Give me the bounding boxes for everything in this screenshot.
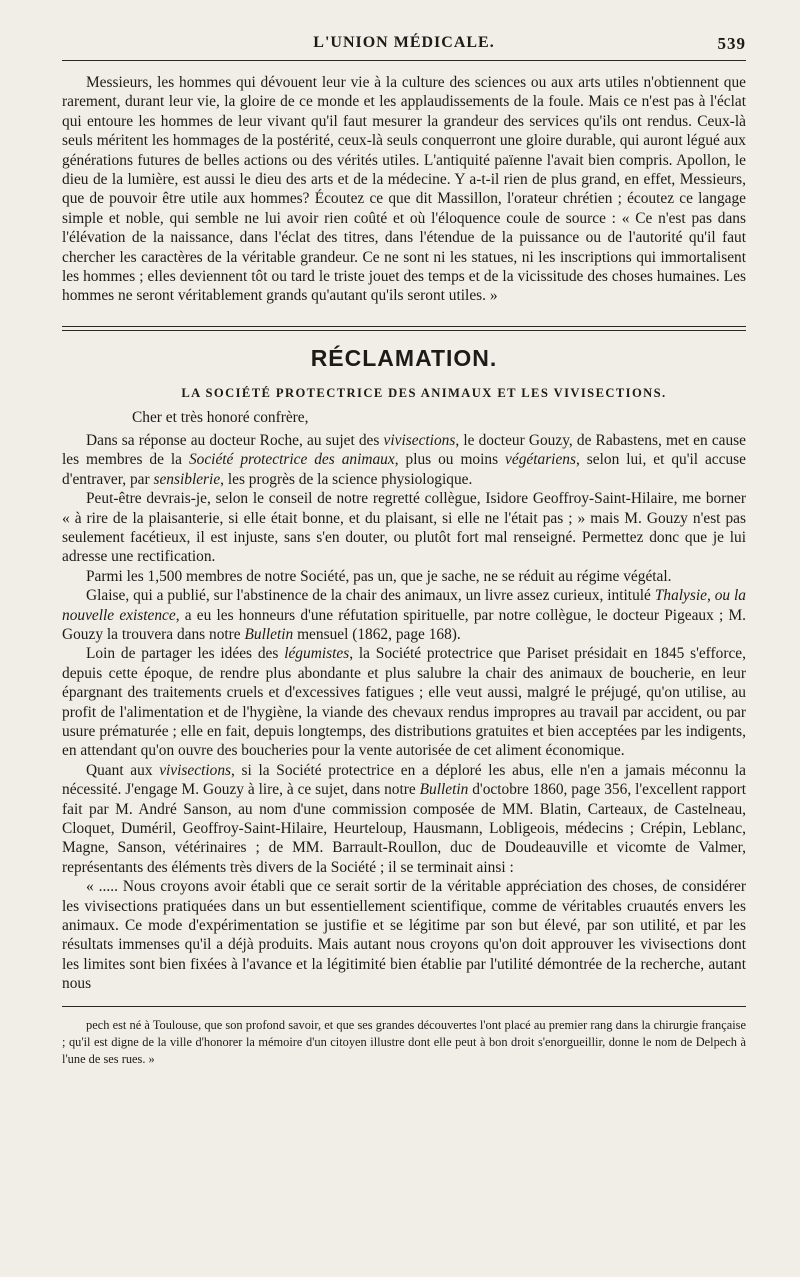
letter-paragraph-2: Peut-être devrais-je, selon le conseil de notre regretté collègue, Isidore Geoffroy-Saint-Hilaire, me borner « à rire de la plaisanterie, si elle était bonne, et du plaisant, si elle ne l'était pas ; » mais M. Gouzy n'est pas seulement facétieux, il est injuste, sans s'en douter, ou plutôt fort mal renseigné. Permettez donc que je lui adresse une rectification. — [62, 490, 746, 566]
letter-paragraph-4: Glaise, qui a publié, sur l'abstinence de la chair des animaux, un livre assez curieux, intitulé Thalysie, ou la nouvelle existence, a eu les honneurs d'une réfutation spirituelle, par notre collègue, le docteur Pigeaux ; M. Gouzy la trouvera dans notre Bulletin mensuel (1862, page 168). — [62, 587, 746, 643]
footnote-text: pech est né à Toulouse, que son profond savoir, et que ses grandes découvertes l'ont placé au premier rang dans la chirurgie française ; qu'il est digne de la ville d'honorer la mémoire d'un citoyen illustre dont elle peut à bon droit s'enorgueillir, donne le nom de Delpech à l'une de ses rues. » — [62, 1017, 746, 1067]
letter-paragraph-5: Loin de partager les idées des légumistes, la Société protectrice que Pariset présidait en 1845 s'efforce, depuis cette époque, de rendre plus abondante et plus salubre la chair des animaux de boucherie, en leur épargnant des traitements cruels et d'excessives fatigues ; elle veut aussi, malgré le préjugé, qu'on utilise, au profit de l'alimentation et de l'hygiène, la viande des chevaux rendus impropres au travail par accident, ou par usure prématurée ; elle en fait, depuis longtemps, des distributions gratuites et bien acceptées par les indigents, en attendant qu'on ouvre des boucheries pour la vente autorisée de cet aliment économique. — [62, 645, 746, 760]
journal-title: L'UNION MÉDICALE. — [313, 34, 495, 51]
letter-quote-paragraph: « ..... Nous croyons avoir établi que ce serait sortir de la véritable appréciation des choses, de considérer les vivisections pratiquées dans un but essentiellement scientifique, comme de véritables cruautés envers les animaux. Ce mode d'expérimentation se justifie et se légitime par son but élevé, par son utilité, et par les résultats immenses qu'il a déjà produits. Mais autant nous croyons qu'on doit approuver les vivisections dont les limites sont bien fixées à l'avance et la légitimité bien établie par l'utilité démontrée de la recherche, autant nous — [62, 878, 746, 993]
footnote-divider — [62, 1006, 746, 1007]
running-header — [62, 32, 746, 61]
letter-paragraph-6: Quant aux vivisections, si la Société protectrice en a déploré les abus, elle n'en a jamais méconnu la nécessité. J'engage M. Gouzy à lire, à ce sujet, dans notre Bulletin d'octobre 1860, page 356, l'excellent rapport fait par M. André Sanson, au nom d'une commission composée de MM. Blatin, Carteaux, de Castelneau, Cloquet, Duméril, Geoffroy-Saint-Hilaire, Heurteloup, Hausmann, Lobligeois, médecins ; Crépin, Leblanc, Magne, Sanson, vétérinaires ; de MM. Barrault-Roullon, duc de Doudeauville et vicomte de Valmer, représentants des éléments très divers de la Société ; il se terminait ainsi : — [62, 761, 746, 876]
page-number: 539 — [717, 34, 746, 53]
letter-paragraph-3: Parmi les 1,500 membres de notre Société, pas un, que je sache, ne se réduit au régime végétal. — [86, 567, 672, 585]
letter-paragraph-1: Dans sa réponse au docteur Roche, au sujet des vivisections, le docteur Gouzy, de Rabastens, met en cause les membres de la Société protectrice des animaux, plus ou moins végétariens, selon lui, et qu'il accuse d'entraver, par sensiblerie, les progrès de la science physiologique. — [62, 431, 747, 488]
section-subtitle: LA SOCIÉTÉ PROTECTRICE DES ANIMAUX ET LES VIVISECTIONS. — [181, 385, 667, 400]
section-divider — [62, 326, 746, 331]
closing-speech-paragraph: Messieurs, les hommes qui dévouent leur vie à la culture des sciences ou aux arts utiles n'obtiennent que rarement, durant leur vie, la gloire de ce monde et les applaudissements de la foule. Mais ce n'est pas à l'éclat qui entoure les hommes de leur vivant qu'il faut mesurer la grandeur des services qu'ils ont rendus. Ceux-là seuls méritent les hommages de la postérité, ceux-là seuls conquerront une gloire durable, qui auront légué aux générations futures de belles actions ou des vérités utiles. L'antiquité païenne l'avait bien compris. Apollon, le dieu de la lumière, est aussi le dieu des arts et de la médecine. Y a-t-il rien de plus grand, en effet, Messieurs, que de pouvoir être utile aux hommes? Écoutez ce que dit Massillon, l'orateur chrétien ; écoutez ce langage simple et noble, qui semble ne lui avoir rien coûté et où l'éloquence coule de source : « Ce n'est pas dans l'élévation de la naissance, dans l'éclat des titres, dans l'étendue de la puissance ou de l'autorité qu'il faut chercher les caractères de la véritable grandeur. Ce ne sont ni les statues, ni les inscriptions qui immortalisent les hommes ; elles deviennent tôt ou tard le triste jouet des temps et de la vicissitude des choses humaines. Les hommes ne seront véritablement grands qu'autant qu'ils seront utiles. » — [62, 74, 746, 305]
section-title: RÉCLAMATION. — [310, 344, 498, 371]
letter-salutation: Cher et très honoré confrère, — [132, 408, 309, 426]
